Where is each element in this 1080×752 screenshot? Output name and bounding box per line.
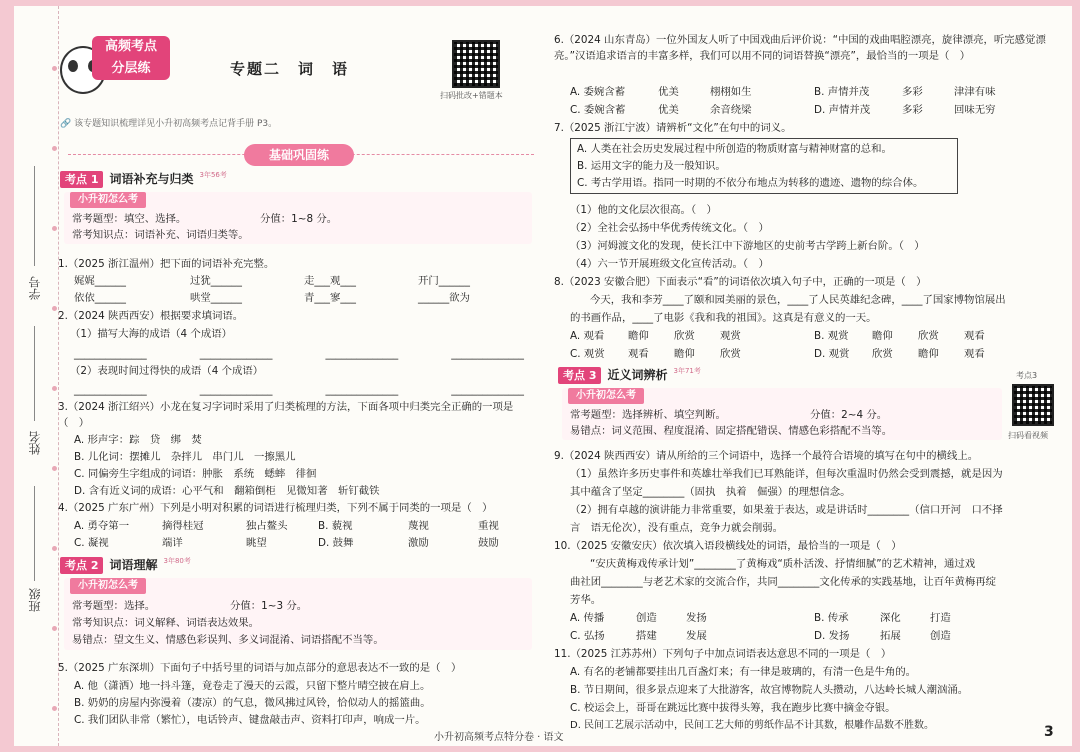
q4-option-d[interactable]: D. 鼓舞 激励 鼓励 xyxy=(318,537,499,549)
q8-option-d[interactable]: D. 观赏 欣赏 瞻仰 观看 xyxy=(814,348,985,360)
kd3-frequency: 3年71考 xyxy=(673,367,701,375)
q5-stem: 5.（2025 广东深圳）下面句子中括号里的词语与加点部分的意思表达不一致的是（ ） xyxy=(58,662,462,674)
class-line xyxy=(34,486,35,581)
name-label: 姓名 xyxy=(28,431,42,455)
answer-blank[interactable]: ______________ xyxy=(199,348,273,360)
q9-stem: 9.（2024 陕西西安）请从所给的三个词语中，选择一个最符合语境的填写在句中的横线上。 xyxy=(554,450,979,462)
kd2-points: 常考知识点：词义解释、词语表达效果。 xyxy=(72,617,260,629)
q10-option-d[interactable]: D. 发扬 拓展 创造 xyxy=(814,630,951,642)
page-sheet xyxy=(14,6,1072,746)
q7-sub1: （1）他的文化层次很高。（ ） xyxy=(570,204,717,216)
q11-option-d[interactable]: D. 民间工艺展示活动中，民间工艺大师的剪纸作品不计其数，根雕作品数不胜数。 xyxy=(570,720,935,731)
kd2-frequency: 3年80考 xyxy=(163,557,191,565)
class-label: 班级 xyxy=(28,588,42,612)
qr-code-icon[interactable] xyxy=(452,40,500,88)
kd3-traps: 易错点：词义范围、程度混淆、固定搭配错误、情感色彩搭配不当等。 xyxy=(570,425,893,437)
student-number-line xyxy=(34,166,35,266)
q2-sub2: （2）表现时间过得快的成语（4 个成语） xyxy=(70,365,264,377)
kd3-qr-caption: 扫码看视频 xyxy=(1008,431,1048,440)
q6-option-d[interactable]: D. 声情并茂 多彩 回味无穷 xyxy=(814,104,996,116)
kd2-types: 常考题型：选择。 xyxy=(72,600,156,612)
q1-blank-5[interactable]: 依依______ xyxy=(74,292,126,304)
answer-blank[interactable]: ______________ xyxy=(325,348,399,360)
q10-text-1: “安庆黄梅戏传承计划”________了黄梅戏“质朴活泼、抒情细腻”的艺术精神，通过戏 xyxy=(590,558,976,570)
q4-option-c[interactable]: C. 凝视 端详 眺望 xyxy=(74,537,267,549)
kd2-traps: 易错点：望文生义、情感色彩误判、多义词混淆、词语搭配不当等。 xyxy=(72,634,384,646)
answer-blank[interactable]: ______________ xyxy=(451,384,524,396)
q7-sub3: （3）河姆渡文化的发现，使长江中下游地区的史前考古学跨上新台阶。（ ） xyxy=(570,240,925,252)
answer-blank[interactable]: ______________ xyxy=(74,384,147,396)
q5-option-a[interactable]: A. 他（潇洒）地一抖斗篷，竟卷走了漫天的云霞，只留下整片晴空披在肩上。 xyxy=(74,680,431,692)
kd2-score: 分值：1~3 分。 xyxy=(230,600,308,612)
reference-note: 🔗 该专题知识梳理详见小升初高频考点记背手册 P3。 xyxy=(60,119,278,129)
kd2-title: 词语理解 xyxy=(109,558,158,572)
q4-stem: 4.（2025 广东广州）下列是小明对积累的词语进行梳理归类，下列不属于同类的一项是（ ） xyxy=(58,502,493,514)
q10-stem: 10.（2025 安徽安庆）依次填入语段横线处的词语，最恰当的一项是（ ） xyxy=(554,540,902,552)
q1-blank-1[interactable]: 娓娓______ xyxy=(74,275,126,287)
q1-blank-3[interactable]: 走___观___ xyxy=(304,275,356,287)
q7-sub4: （4）六一节开展班级文化宣传活动。（ ） xyxy=(570,258,769,270)
q2-stem: 2.（2024 陕西西安）根据要求填词语。 xyxy=(58,310,244,322)
qr-caption: 扫码批改+错题本 xyxy=(440,91,503,100)
kd1-how-label: 小升初怎么考 xyxy=(70,192,146,208)
footer-text: 小升初高频考点特分卷 · 语文 xyxy=(434,732,564,743)
q6-stem: 6.（2024 山东青岛）一位外国友人听了中国戏曲后评价说：“中国的戏曲唱腔漂亮，旋律漂亮，听完感觉漂亮。”汉语追求语言的丰富多样，我们可以用不同的词语替换“漂亮”，最恰当的一项是（ ） xyxy=(554,34,1046,63)
q11-option-b[interactable]: B. 节日期间，很多景点迎来了大批游客，故宫博物院人头攒动，八达岭长城人潮汹涌。 xyxy=(570,684,969,696)
kd3-tag: 考点 3 xyxy=(558,367,601,384)
kd1-title: 词语补充与归类 xyxy=(109,172,194,186)
q6-option-b[interactable]: B. 声情并茂 多彩 津津有味 xyxy=(814,86,996,98)
q7-stem: 7.（2025 浙江宁波）请辨析“文化”在句中的词义。 xyxy=(554,122,792,134)
kd1-points: 常考知识点：词语补充、词语归类等。 xyxy=(72,229,249,241)
q9-sub2-a: （2）拥有卓越的演讲能力非常重要，如果羞于表达，或是讲话时________（信口开河 口不择 xyxy=(570,504,1003,516)
kd3-header xyxy=(558,366,701,385)
kd1-tag: 考点 1 xyxy=(60,171,103,188)
kd2-tag: 考点 2 xyxy=(60,557,103,574)
q8-option-c[interactable]: C. 观赏 观看 瞻仰 欣赏 xyxy=(570,348,741,360)
answer-blank[interactable]: ______________ xyxy=(199,384,273,396)
q2-sub1: （1）描写大海的成语（4 个成语） xyxy=(70,328,232,340)
kd3-howbox xyxy=(562,388,1002,440)
kd1-howbox xyxy=(64,192,532,244)
qr-code-icon[interactable] xyxy=(1012,384,1054,426)
kd3-qr-top: 考点3 xyxy=(1016,371,1038,380)
q6-option-a[interactable]: A. 委婉含蓄 优美 栩栩如生 xyxy=(570,86,752,98)
kd1-score: 分值：1~8 分。 xyxy=(260,213,338,225)
q6-option-c[interactable]: C. 委婉含蓄 优美 余音绕梁 xyxy=(570,104,752,116)
page-title: 专题二 词 语 xyxy=(230,60,350,78)
q10-option-c[interactable]: C. 弘扬 搭建 发展 xyxy=(570,630,707,642)
q4-option-a[interactable]: A. 勇夺第一 摘得桂冠 独占鳌头 xyxy=(74,520,288,532)
q3-option-a[interactable]: A. 形声字：踪 贷 绑 焚 xyxy=(74,434,202,446)
q10-option-b[interactable]: B. 传承 深化 打造 xyxy=(814,612,951,624)
q2-sub1-blanks xyxy=(74,346,524,362)
q10-option-a[interactable]: A. 传播 创造 发扬 xyxy=(570,612,707,624)
q8-stem: 8.（2023 安徽合肥）下面表示“看”的词语依次填入句子中，正确的一项是（ ） xyxy=(554,276,927,288)
q2-sub2-blanks xyxy=(74,382,524,398)
q8-option-a[interactable]: A. 观看 瞻仰 欣赏 观赏 xyxy=(570,330,741,342)
badge-title: 高频考点 分层练 xyxy=(92,36,170,80)
answer-blank[interactable]: ______________ xyxy=(325,384,399,396)
q10-text-2: 曲社团________与老艺术家的交流合作，共同________文化传承的实践基地，让百年黄梅再绽 xyxy=(570,576,997,588)
q1-blank-8[interactable]: ______欲为 xyxy=(418,292,470,304)
q7-def-a: A. 人类在社会历史发展过程中所创造的物质财富与精神财富的总和。 xyxy=(577,143,892,155)
kd2-how-label: 小升初怎么考 xyxy=(70,578,146,594)
q8-text-2: 的书画作品，____了电影《我和我的祖国》。这真是有意义的一天。 xyxy=(570,312,877,324)
q1-stem: 1.（2025 浙江温州）把下面的词语补充完整。 xyxy=(58,258,275,270)
q7-definition-box xyxy=(570,138,958,194)
q4-option-b[interactable]: B. 藐视 蔑视 重视 xyxy=(318,520,499,532)
q9-sub1-a: （1）虽然许多历史事件和英雄壮举我们已耳熟能详，但每次重温时仍然会受到震撼，就是因为 xyxy=(570,468,1003,480)
q5-option-c[interactable]: C. 我们团队非常（繁忙），电话铃声、键盘敲击声、资料打印声，响成一片。 xyxy=(74,714,426,726)
kd2-header xyxy=(60,556,191,575)
q9-sub2-b: 言 语无伦次），没有重点，竞争力就会削弱。 xyxy=(570,522,784,534)
kd3-score: 分值：2~4 分。 xyxy=(810,409,888,421)
page-number: 3 xyxy=(1044,724,1054,740)
kd3-types: 常考题型：选择辨析、填空判断。 xyxy=(570,409,726,421)
q8-option-b[interactable]: B. 观赏 瞻仰 欣赏 观看 xyxy=(814,330,985,342)
q1-blank-2[interactable]: 过犹______ xyxy=(190,275,242,287)
q10-text-3: 芳华。 xyxy=(570,594,602,606)
q3-option-c[interactable]: C. 同偏旁生字组成的词语：肿胀 系统 蟋蟀 徘徊 xyxy=(74,468,317,480)
section-banner: 基础巩固练 xyxy=(244,144,354,166)
answer-blank[interactable]: ______________ xyxy=(451,348,524,360)
q7-def-c: C. 考古学用语。指同一时期的不依分布地点为转移的遗迹、遗物的综合体。 xyxy=(577,177,924,189)
name-line xyxy=(34,326,35,421)
q11-option-c[interactable]: C. 校运会上，哥哥在跳远比赛中拔得头筹，我在跑步比赛中摘金夺银。 xyxy=(570,702,896,714)
q7-def-b: B. 运用文字的能力及一般知识。 xyxy=(577,160,726,172)
q8-text-1: 今天，我和李芳____了颐和园美丽的景色，____了人民英雄纪念碑，____了国家博物馆展出 xyxy=(590,294,1006,306)
q9-sub1-b: 其中蕴含了坚定________（固执 执着 倔强）的理想信念。 xyxy=(570,486,851,498)
kd1-header xyxy=(60,170,227,189)
q1-blank-7[interactable]: 青___寥___ xyxy=(304,292,356,304)
q5-option-b[interactable]: B. 奶奶的房屋内弥漫着（凄凉）的气息，微风拂过风铃，恰似动人的摇篮曲。 xyxy=(74,697,431,709)
q1-blank-6[interactable]: 哄堂______ xyxy=(190,292,242,304)
student-number-label: 学号 xyxy=(28,276,42,300)
q11-option-a[interactable]: A. 有名的老铺都要挂出几百盏灯来；有一律是玻璃的，有清一色是牛角的。 xyxy=(570,666,917,678)
left-column xyxy=(48,6,536,746)
kd3-title: 近义词辨析 xyxy=(607,368,668,382)
right-column xyxy=(554,6,1062,746)
kd3-how-label: 小升初怎么考 xyxy=(568,388,644,404)
kd1-frequency: 3年56考 xyxy=(199,171,227,179)
kd2-howbox xyxy=(64,578,532,650)
q3-stem: 3.（2024 浙江绍兴）小龙在复习字词时采用了归类梳理的方法，下面各项中归类完全正确的一项是（ ） xyxy=(58,401,514,430)
q3-option-b[interactable]: B. 儿化词：摆摊儿 杂拌儿 串门儿 一擦黑儿 xyxy=(74,451,296,463)
practice-badge xyxy=(56,28,174,100)
q7-sub2: （2）全社会弘扬中华优秀传统文化。（ ） xyxy=(570,222,769,234)
kd1-types: 常考题型：填空、选择。 xyxy=(72,213,187,225)
answer-blank[interactable]: ______________ xyxy=(74,348,147,360)
q1-blank-4[interactable]: 开门______ xyxy=(418,275,470,287)
q11-stem: 11.（2025 江苏苏州）下列句子中加点词语表达意思不同的一项是（ ） xyxy=(554,648,892,660)
q3-option-d[interactable]: D. 含有近义词的成语：心平气和 翻箱倒柜 见微知著 斩钉截铁 xyxy=(74,485,380,497)
